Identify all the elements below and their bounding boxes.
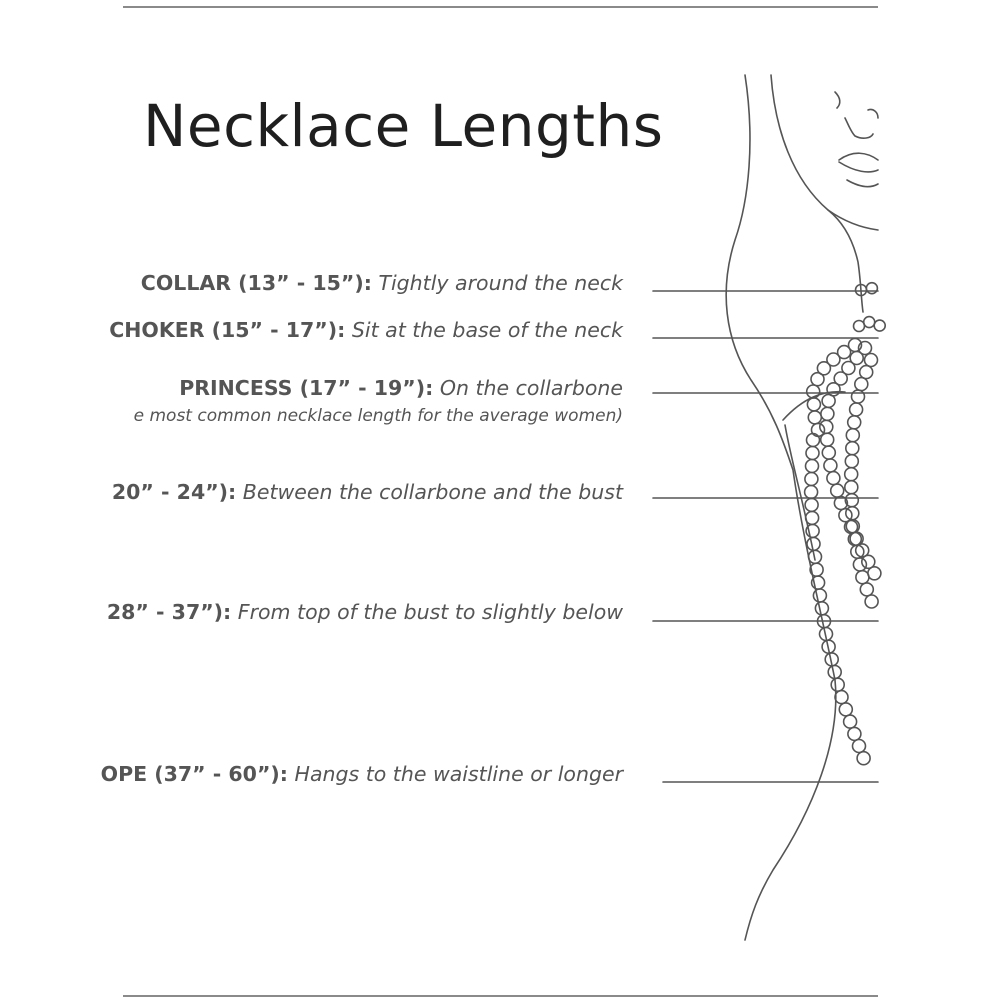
pearl-bead xyxy=(845,481,858,494)
pearl-bead xyxy=(824,459,837,472)
pearl-bead xyxy=(845,468,858,481)
pearl-bead xyxy=(854,321,865,332)
pearl-bead xyxy=(839,703,852,716)
pearl-bead xyxy=(857,752,870,765)
nose-icon xyxy=(845,118,873,138)
pearl-bead xyxy=(860,366,873,379)
pearl-bead xyxy=(805,473,818,486)
bottom-divider xyxy=(123,995,878,997)
pearl-bead xyxy=(865,354,878,367)
pearl-bead xyxy=(860,583,873,596)
pearl-bead xyxy=(874,320,885,331)
pearl-bead xyxy=(855,378,868,391)
pearl-bead xyxy=(831,678,844,691)
pearl-strands xyxy=(805,283,886,765)
length-description: Hangs to the waistline or longer xyxy=(294,762,623,786)
length-description: Between the collarbone and the bust xyxy=(242,480,623,504)
pearl-bead xyxy=(807,385,820,398)
jaw-line xyxy=(828,210,878,230)
pearl-bead xyxy=(805,498,818,511)
length-description: Tightly around the neck xyxy=(378,271,623,295)
pearl-bead xyxy=(806,460,819,473)
pearl-bead xyxy=(827,472,840,485)
pearl-bead xyxy=(845,455,858,468)
length-name: 20” - 24”): xyxy=(111,480,237,504)
pearl-bead xyxy=(821,433,834,446)
pearl-bead xyxy=(806,447,819,460)
pearl-bead xyxy=(822,394,835,407)
pearl-bead xyxy=(811,373,824,386)
pearl-bead xyxy=(813,589,826,602)
eye-icon xyxy=(868,109,878,118)
pearl-bead xyxy=(805,486,818,499)
length-name: 28” - 37”): xyxy=(106,600,232,624)
length-name: CHOKER (15” - 17”): xyxy=(109,318,346,342)
pearl-bead xyxy=(806,511,819,524)
eye-icon xyxy=(835,92,840,108)
pearl-bead xyxy=(835,691,848,704)
necklace-length-chart xyxy=(100,0,878,1000)
pearl-bead xyxy=(807,537,820,550)
figure-illustration xyxy=(123,0,878,1000)
pearl-bead xyxy=(821,407,834,420)
silhouette-outline xyxy=(726,75,836,940)
pearl-bead xyxy=(846,429,859,442)
pearl-bead xyxy=(815,602,828,615)
pearl-bead xyxy=(868,567,881,580)
length-name: PRINCESS (17” - 19”): xyxy=(179,376,434,400)
pearl-bead xyxy=(807,398,820,411)
pearl-bead xyxy=(850,403,863,416)
pearl-bead xyxy=(853,558,866,571)
pearl-bead xyxy=(848,727,861,740)
pearl-bead xyxy=(822,446,835,459)
mouth-icon xyxy=(839,153,878,172)
pearl-bead xyxy=(853,740,866,753)
length-name: COLLAR (13” - 15”): xyxy=(140,271,372,295)
princess-note: e most common necklace length for the average women) xyxy=(133,406,623,426)
pearl-bead xyxy=(865,595,878,608)
pearl-bead xyxy=(808,411,821,424)
pearl-bead xyxy=(864,317,875,328)
length-name: OPE (37” - 60”): xyxy=(100,762,288,786)
pearl-bead xyxy=(846,442,859,455)
chin-line xyxy=(847,180,878,187)
pearl-bead xyxy=(844,715,857,728)
pearl-bead xyxy=(820,420,833,433)
length-description: From top of the bust to slightly below xyxy=(237,600,623,624)
pearl-bead xyxy=(848,416,861,429)
pearl-bead xyxy=(852,390,865,403)
pearl-bead xyxy=(831,484,844,497)
length-description: On the collarbone xyxy=(439,376,623,400)
pearl-bead xyxy=(856,571,869,584)
page-title: Necklace Lengths xyxy=(143,92,664,160)
length-description: Sit at the base of the neck xyxy=(351,318,623,342)
neck-outline xyxy=(771,75,863,312)
pearl-bead xyxy=(866,283,877,294)
pearl-bead xyxy=(807,434,820,447)
